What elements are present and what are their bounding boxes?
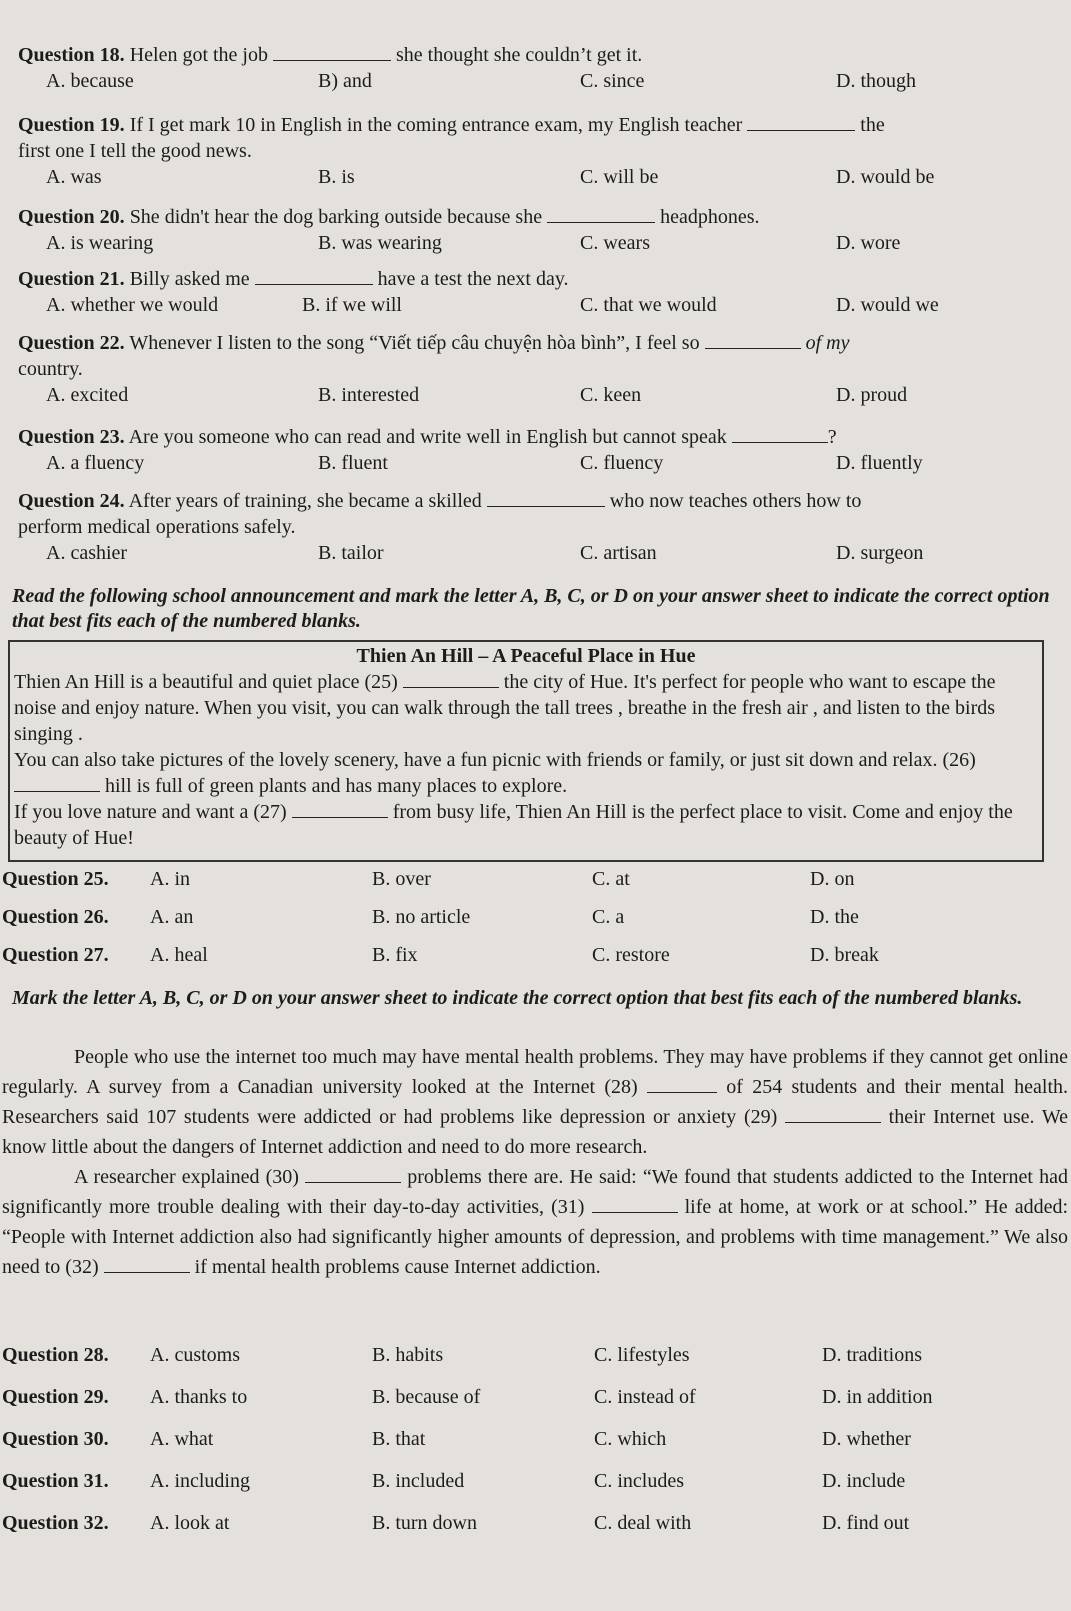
question-27: Question 27. A. heal B. fix C. restore D. break <box>2 944 879 966</box>
option-a: A. a fluency <box>46 452 145 474</box>
option-b: B. habits <box>372 1344 444 1366</box>
option-b: B. because of <box>372 1386 481 1408</box>
question-32: Question 32. A. look at B. turn down C. deal with D. find out <box>2 1512 910 1534</box>
option-c: C. includes <box>594 1470 684 1492</box>
announcement-box <box>8 640 1044 862</box>
question-24: Question 24. After years of training, she became a skilled who now teaches others how to perform medical operations safely. A. cashier B. tailor C. artisan D. surgeon <box>18 490 924 564</box>
question-28: Question 28. A. customs B. habits C. lifestyles D. traditions <box>2 1344 922 1366</box>
option-a: A. excited <box>46 384 129 406</box>
question-20: Question 20. She didn't hear the dog barking outside because she headphones. A. is wearing B. was wearing C. wears D. wore <box>18 206 901 254</box>
option-a: A. an <box>150 906 194 928</box>
option-b: B) and <box>318 70 372 92</box>
option-c: C. at <box>592 868 630 890</box>
option-a: A. in <box>150 868 190 890</box>
announcement-paragraph: You can also take pictures of the lovely scenery, have a fun picnic with friends or family, or just sit down and relax. (26) hill is full of green plants and has many places to explore. <box>14 749 976 797</box>
option-d: D. would be <box>836 166 935 188</box>
option-a: A. because <box>46 70 134 92</box>
option-b: B. that <box>372 1428 426 1450</box>
option-c: C. fluency <box>580 452 664 474</box>
option-d: D. in addition <box>822 1386 933 1408</box>
question-25: Question 25. A. in B. over C. at D. on <box>2 868 855 890</box>
question-19: Question 19. If I get mark 10 in English in the coming entrance exam, my English teacher the first one I tell the good news. A. was B. is C. will be D. would be <box>18 114 935 188</box>
option-d: D. break <box>810 944 879 966</box>
option-d: D. whether <box>822 1428 911 1450</box>
option-b: B. included <box>372 1470 465 1492</box>
option-b: B. if we will <box>302 294 402 316</box>
option-b: B. fix <box>372 944 418 966</box>
announcement-paragraph: Thien An Hill is a beautiful and quiet place (25) the city of Hue. It's perfect for people who want to escape the noise and enjoy nature. When you visit, you can walk through the tall trees , breathe in the fresh air , and listen to the birds singing . <box>14 671 996 745</box>
option-a: A. thanks to <box>150 1386 248 1408</box>
option-c: C. wears <box>580 232 650 254</box>
option-d: D. traditions <box>822 1344 922 1366</box>
question-23: Question 23. Are you someone who can read and write well in English but cannot speak ? A. a fluency B. fluent C. fluency D. fluently <box>18 426 923 474</box>
option-d: D. fluently <box>836 452 923 474</box>
option-a: A. was <box>46 166 102 188</box>
option-c: C. will be <box>580 166 659 188</box>
option-b: B. no article <box>372 906 471 928</box>
instruction-announcement: Read the following school announcement and mark the letter A, B, C, or D on your answer sheet to indicate the correct option that best fits each of the numbered blanks. <box>12 585 1050 632</box>
option-c: C. a <box>592 906 625 928</box>
option-b: B. is <box>318 166 355 188</box>
option-a: A. cashier <box>46 542 128 564</box>
reading-passage <box>2 1042 1068 1282</box>
option-a: A. including <box>150 1470 250 1492</box>
option-a: A. customs <box>150 1344 240 1366</box>
option-a: A. what <box>150 1428 214 1450</box>
option-a: A. heal <box>150 944 208 966</box>
option-d: D. proud <box>836 384 908 406</box>
option-d: D. include <box>822 1470 906 1492</box>
option-d: D. though <box>836 70 916 92</box>
option-b: B. was wearing <box>318 232 442 254</box>
option-c: C. keen <box>580 384 642 406</box>
passage-paragraph: A researcher explained (30) problems there are. He said: “We found that students addicted to the Internet had significantly more trouble dealing with their day-to-day activities, (31) life at home, at work or at school.” He added: “People with Internet addiction also had significantly higher amounts of depression, and problems with time management.” We also need to (32) if mental health problems cause Internet addiction. <box>2 1166 1069 1278</box>
option-b: B. turn down <box>372 1512 477 1534</box>
option-c: C. lifestyles <box>594 1344 690 1366</box>
option-d: D. on <box>810 868 855 890</box>
option-b: B. tailor <box>318 542 384 564</box>
announcement-title: Thien An Hill – A Peaceful Place in Hue <box>356 645 696 667</box>
option-c: C. restore <box>592 944 670 966</box>
option-d: D. would we <box>836 294 939 316</box>
question-18: Question 18. Helen got the job she thought she couldn’t get it. A. because B) and C. since D. though <box>18 44 916 92</box>
option-a: A. whether we would <box>46 294 219 316</box>
option-c: C. that we would <box>580 294 717 316</box>
option-c: C. instead of <box>594 1386 696 1408</box>
instruction-passage: Mark the letter A, B, C, or D on your answer sheet to indicate the correct option that best fits each of the numbered blanks. <box>12 987 1023 1009</box>
option-c: C. deal with <box>594 1512 692 1534</box>
option-b: B. over <box>372 868 431 890</box>
question-22: Question 22. Whenever I listen to the song “Viết tiếp câu chuyện hòa bình”, I feel so of my country. A. excited B. interested C. keen D. proud <box>18 332 908 406</box>
option-d: D. the <box>810 906 859 928</box>
announcement-paragraph: If you love nature and want a (27) from busy life, Thien An Hill is the perfect place to visit. Come and enjoy the beauty of Hue! <box>14 801 1013 849</box>
question-30: Question 30. A. what B. that C. which D. whether <box>2 1428 911 1450</box>
question-31: Question 31. A. including B. included C. includes D. include <box>2 1470 906 1492</box>
option-d: D. surgeon <box>836 542 924 564</box>
question-26: Question 26. A. an B. no article C. a D. the <box>2 906 859 928</box>
option-c: C. which <box>594 1428 667 1450</box>
question-21: Question 21. Billy asked me have a test the next day. A. whether we would B. if we will C. that we would D. would we <box>18 268 939 316</box>
question-29: Question 29. A. thanks to B. because of C. instead of D. in addition <box>2 1386 933 1408</box>
option-d: D. wore <box>836 232 901 254</box>
option-a: A. look at <box>150 1512 230 1534</box>
option-b: B. fluent <box>318 452 388 474</box>
option-a: A. is wearing <box>46 232 154 254</box>
option-b: B. interested <box>318 384 420 406</box>
passage-paragraph: People who use the internet too much may have mental health problems. They may have problems if they cannot get online regularly. A survey from a Canadian university looked at the Internet (28) of 254 students and their mental health. Researchers said 107 students were addicted or had problems like depression or anxiety (29) their Internet use. We know little about the dangers of Internet addiction and need to do more research. <box>2 1046 1069 1158</box>
option-c: C. since <box>580 70 645 92</box>
option-c: C. artisan <box>580 542 657 564</box>
option-d: D. find out <box>822 1512 910 1534</box>
